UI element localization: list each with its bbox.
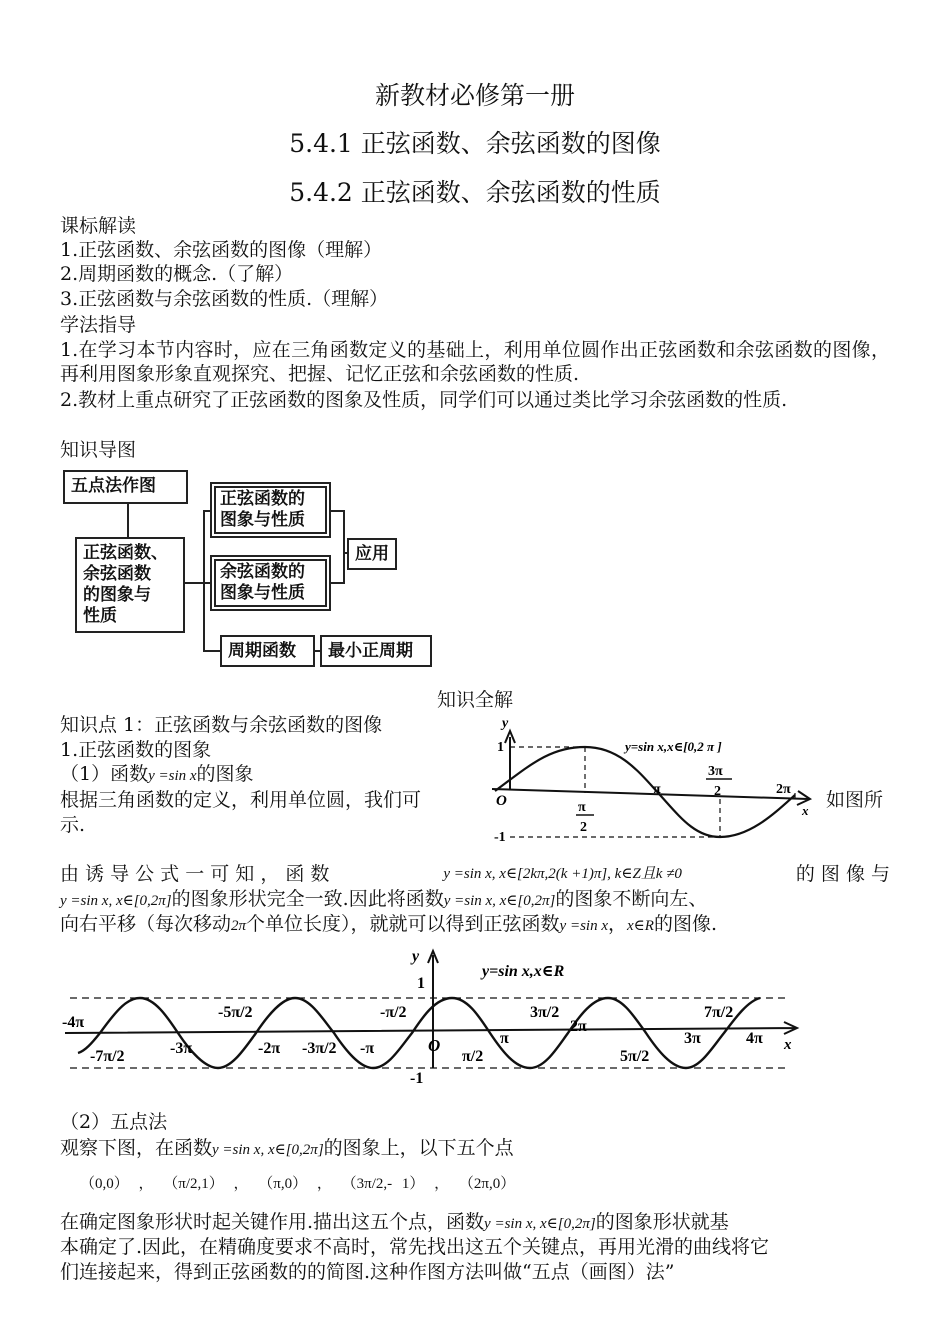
min-period-box: 最小正周期 xyxy=(320,635,432,667)
curriculum-heading: 课标解读 xyxy=(60,215,137,237)
five-point-conclusion-2: 本确定了.因此，在精确度要求不高时，常先找出这五个关键点，再用光滑的曲线将它 xyxy=(60,1236,770,1258)
five-point-heading: （2）五点法 xyxy=(60,1111,168,1133)
graph-label: y=sin x,x∈[0,2 π ] xyxy=(625,739,722,754)
knowledge-heading: 知识全解 xyxy=(436,689,513,711)
five-point-conclusion-1: 在确定图象形状时起关键作用.描出这五个点，函数y =sin x, x∈[0,2π]的图象形状就基 xyxy=(60,1211,729,1233)
tick-3pi-2: 3π/2 xyxy=(530,1004,560,1021)
section-title-2: 5.4.2 正弦函数、余弦函数的性质 xyxy=(289,178,661,207)
five-key-points: （0,0） ， （π/2,1） ， （π,0） ， （3π/2,- 1） ， （2π,0） xyxy=(80,1176,516,1192)
paragraph-translation: 由 诱 导 公 式 一 可 知 ， 函 数 y =sin x, x∈[2kπ,2(k +1)π], k∈Z且k ≠0 的 图 像 与 xyxy=(60,863,890,885)
five-point-conclusion-3: 们连接起来，得到正弦函数的的简图.这种作图方法叫做“五点（画图）法” xyxy=(60,1261,675,1283)
x-axis-label: x xyxy=(802,803,809,818)
tick-neg-3pi: -3π xyxy=(170,1040,193,1057)
curriculum-item: 1.正弦函数、余弦函数的图像（理解） xyxy=(60,239,383,261)
paragraph-translation-line3: 向右平移（每次移动2π个单位长度），就就可以得到正弦函数y =sin x，x∈R的图像. xyxy=(60,913,717,935)
section-title-1: 5.4.1 正弦函数、余弦函数的图像 xyxy=(289,129,661,158)
origin-label: O xyxy=(496,793,507,809)
tick-5pi-2: 5π/2 xyxy=(620,1048,650,1065)
y-tick-1: 1 xyxy=(417,975,425,992)
tick-neg-5pi-2: -5π/2 xyxy=(218,1004,253,1021)
x-axis-label: x xyxy=(784,1037,792,1053)
tick-pi-2: π/2 xyxy=(462,1048,484,1065)
sine-box: 正弦函数的 图象与性质 xyxy=(210,482,331,538)
tick-pi: π xyxy=(653,782,661,797)
cosine-box: 余弦函数的 图象与性质 xyxy=(210,555,331,611)
tick-neg-pi-2: -π/2 xyxy=(380,1004,407,1021)
tick-3pi: 3π xyxy=(684,1030,701,1047)
tick-half-pi-den: 2 xyxy=(580,820,587,835)
tick-three-half-pi-num: 3π xyxy=(708,764,723,779)
tick-neg-2pi: -2π xyxy=(258,1040,281,1057)
sine-graph-0-2pi xyxy=(490,713,820,853)
sine-graph-real-line xyxy=(60,943,805,1103)
paragraph-translation-line2: y =sin x, x∈[0,2π]的图象形状完全一致.因此将函数y =sin x, x∈[0,2π]的图象不断向左、 xyxy=(60,888,708,910)
tick-7pi-2: 7π/2 xyxy=(704,1004,734,1021)
tick-three-half-pi-den: 2 xyxy=(714,784,721,799)
y-tick-neg1: -1 xyxy=(410,1070,424,1087)
tick-4pi: 4π xyxy=(746,1030,763,1047)
tick-neg-pi: -π xyxy=(360,1040,375,1057)
apply-box: 应用 xyxy=(347,538,397,570)
center-box: 正弦函数、 余弦函数 的图象与 性质 xyxy=(75,537,185,633)
periodic-box: 周期函数 xyxy=(220,635,315,667)
study-guide-heading: 学法指导 xyxy=(60,314,137,336)
tick-neg-4pi: -4π xyxy=(62,1014,85,1031)
svg-text:y: y xyxy=(412,948,420,965)
book-title: 新教材必修第一册 xyxy=(374,81,575,110)
subheading-sine-graph: 1.正弦函数的图象 xyxy=(60,739,212,761)
mindmap-heading: 知识导图 xyxy=(60,439,137,461)
tick-half-pi-num: π xyxy=(578,800,586,815)
tick-neg-7pi-2: -7π/2 xyxy=(90,1048,125,1065)
tick-neg-3pi-2: -3π/2 xyxy=(302,1040,337,1057)
tick-two-pi: 2π xyxy=(776,782,791,797)
knowledge-point-1: 知识点 1：正弦函数与余弦函数的图像 xyxy=(60,714,383,736)
description-line: 根据三角函数的定义，利用单位圆，我们可 xyxy=(60,789,422,811)
curriculum-item: 2.周期函数的概念.（了解） xyxy=(60,263,294,285)
origin-label: O xyxy=(428,1036,441,1055)
tick-pi: π xyxy=(500,1030,509,1047)
description-line-end: 如图所 xyxy=(826,789,884,811)
y-tick-neg1: -1 xyxy=(494,830,506,845)
five-point-box: 五点法作图 xyxy=(63,470,188,504)
study-guide-paragraph-1: 1.在学习本节内容时，应在三角函数定义的基础上，利用单位圆作出正弦函数和余弦函数的图像，再利用图象形象直观探究、把握、记忆正弦和余弦函数的性质. xyxy=(60,339,890,385)
curriculum-item: 3.正弦函数与余弦函数的性质.（理解） xyxy=(60,288,389,310)
description-line: 示. xyxy=(60,814,86,836)
graph-label: y=sin x,x∈R xyxy=(482,963,565,980)
five-point-intro: 观察下图，在函数y =sin x, x∈[0,2π]的图象上，以下五个点 xyxy=(60,1137,514,1159)
subheading-sine-function: （1）函数y =sin x的图象 xyxy=(60,763,254,785)
tick-2pi: 2π xyxy=(570,1018,587,1035)
study-guide-paragraph-2: 2.教材上重点研究了正弦函数的图象及性质，同学们可以通过类比学习余弦函数的性质. xyxy=(60,389,788,411)
y-tick-1: 1 xyxy=(497,740,504,755)
y-axis-label: y xyxy=(502,716,509,731)
